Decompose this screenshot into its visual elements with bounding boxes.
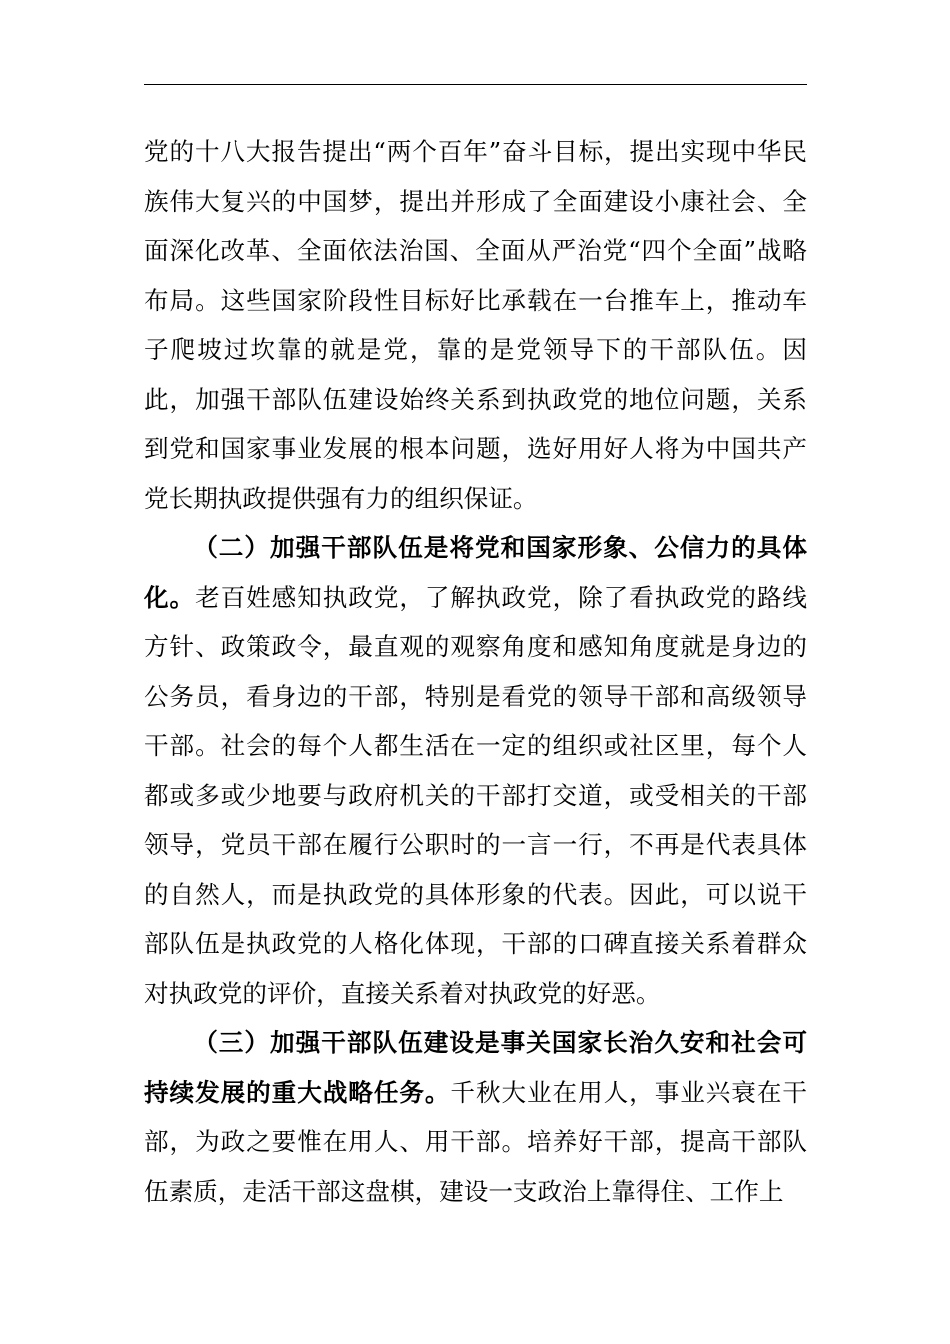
paragraph-3-heading: （三）加强干部队伍建设是事关国家长治久安和社会可持续发展的重大战略任务。 bbox=[144, 1028, 807, 1107]
document-body bbox=[144, 127, 807, 1216]
paragraph-3-text: 千秋大业在用人，事业兴衰在干部，为政之要惟在用人、用干部。培养好干部，提高干部队伍素质，走活干部这盘棋，建设一支政治上靠得住、工作上 bbox=[144, 1077, 807, 1206]
paragraph-2-heading: （二）加强干部队伍是将党和国家形象、公信力的具体化。 bbox=[144, 533, 807, 612]
paragraph-1-text: 党的十八大报告提出“两个百年”奋斗目标，提出实现中华民族伟大复兴的中国梦，提出并形成了全面建设小康社会、全面深化改革、全面依法治国、全面从严治党“四个全面”战略布局。这些国家阶段性目标好比承载在一台推车上，推动车子爬坡过坎靠的就是党，靠的是党领导下的干部队伍。因此，加强干部队伍建设始终关系到执政党的地位问题，关系到党和国家事业发展的根本问题，选好用好人将为中国共产党长期执政提供强有力的组织保证。 bbox=[144, 137, 807, 513]
paragraph-2 bbox=[144, 523, 807, 1018]
paragraph-1 bbox=[144, 127, 807, 523]
paragraph-3 bbox=[144, 1018, 807, 1216]
paragraph-2-text: 老百姓感知执政党，了解执政党，除了看执政党的路线方针、政策政令，最直观的观察角度和感知角度就是身边的公务员，看身边的干部，特别是看党的领导干部和高级领导干部。社会的每个人都生活在一定的组织或社区里，每个人都或多或少地要与政府机关的干部打交道，或受相关的干部领导，党员干部在履行公职时的一言一行，不再是代表具体的自然人，而是执政党的具体形象的代表。因此，可以说干部队伍是执政党的人格化体现，干部的口碑直接关系着群众对执政党的评价，直接关系着对执政党的好恶。 bbox=[144, 582, 807, 1008]
header-rule bbox=[144, 84, 807, 85]
